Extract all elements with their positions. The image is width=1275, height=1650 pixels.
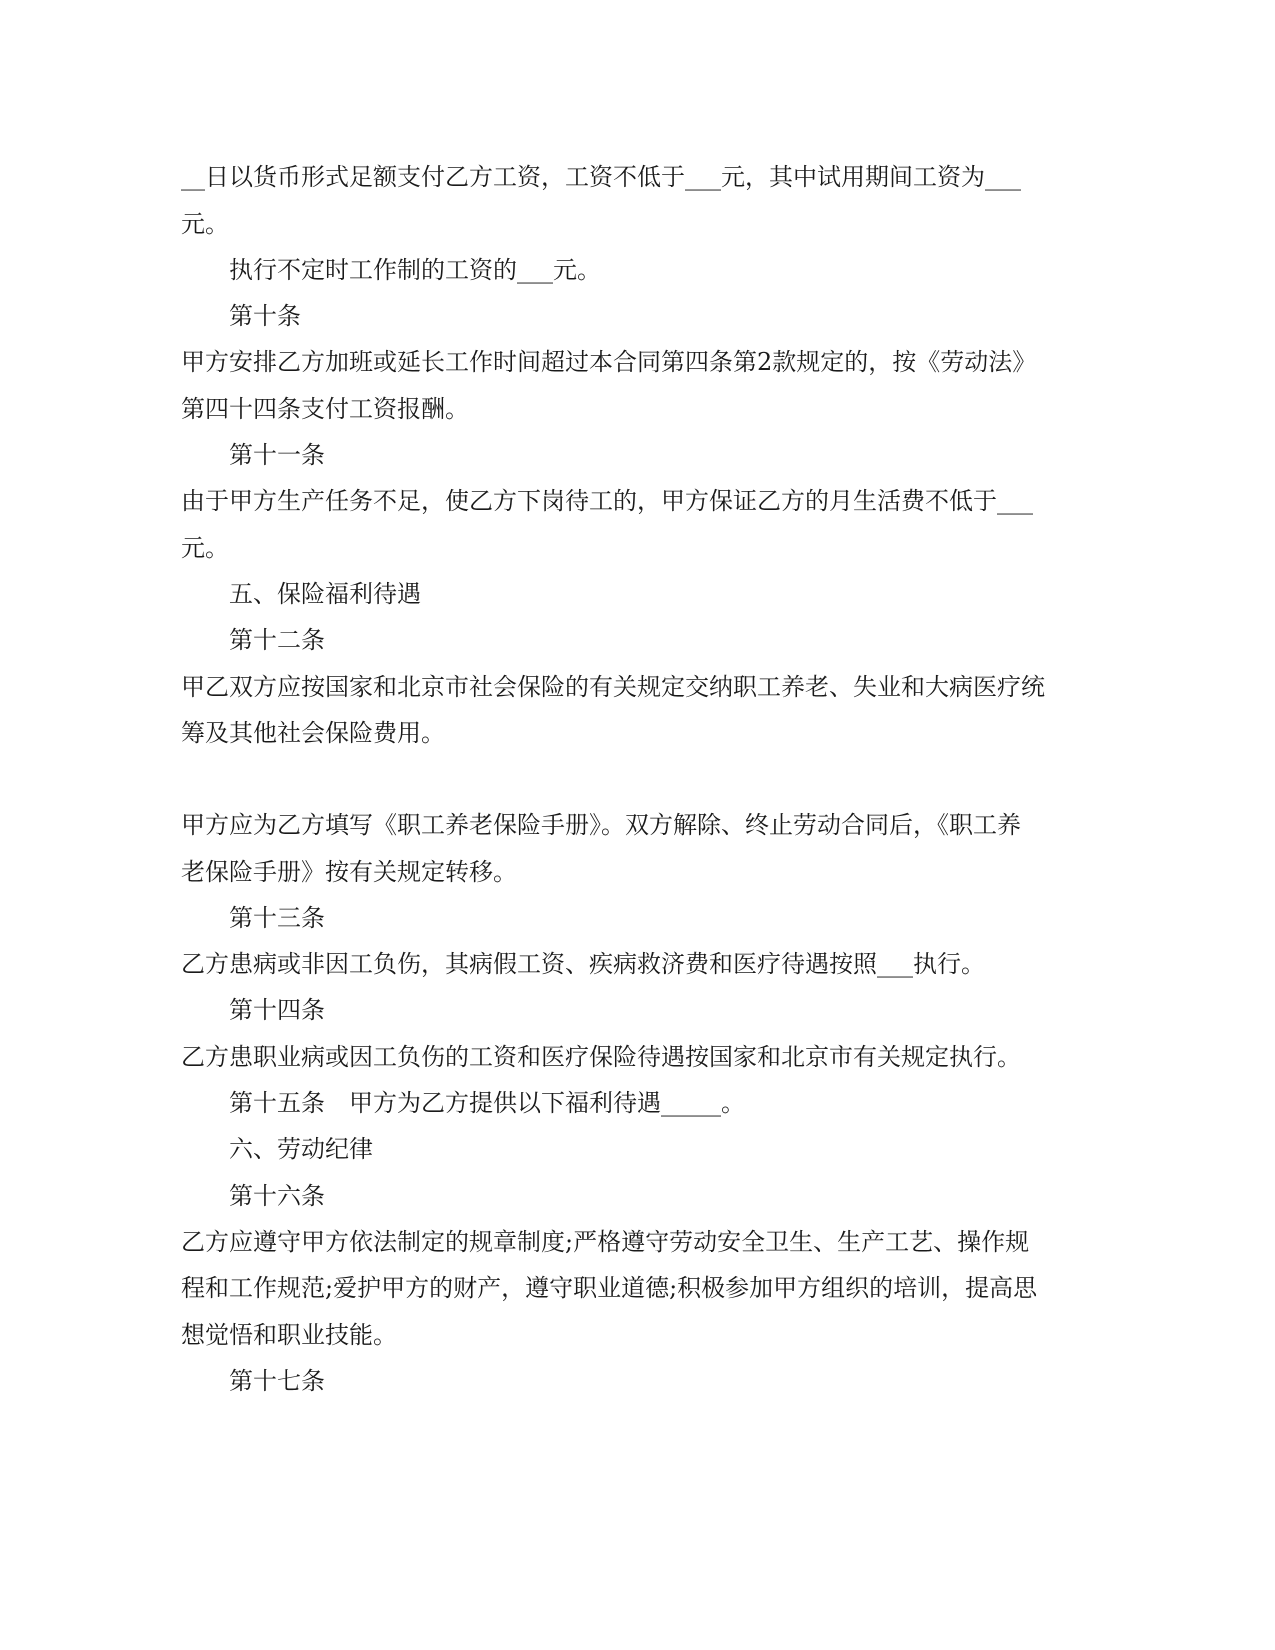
article-heading: 第十三条	[229, 904, 325, 932]
text-line: 老保险手册》按有关规定转移。	[181, 858, 517, 886]
article-heading: 第十一条	[229, 441, 325, 469]
section-heading: 六、劳动纪律	[229, 1135, 373, 1163]
text-line: 元。	[181, 534, 229, 562]
text-line: 元。	[181, 210, 229, 238]
text-line: 执行不定时工作制的工资的___元。	[229, 256, 601, 284]
article-heading: 第十七条	[229, 1367, 325, 1395]
text-line: 甲乙双方应按国家和北京市社会保险的有关规定交纳职工养老、失业和大病医疗统	[181, 673, 1045, 701]
text-line: 乙方患职业病或因工负伤的工资和医疗保险待遇按国家和北京市有关规定执行。	[181, 1043, 1021, 1071]
section-heading: 五、保险福利待遇	[229, 580, 421, 608]
article-heading: 第十条	[229, 302, 301, 330]
text-line: 想觉悟和职业技能。	[181, 1321, 397, 1349]
text-line: 甲方应为乙方填写《职工养老保险手册》。双方解除、终止劳动合同后，《职工养	[181, 811, 1021, 839]
article-heading: 第十六条	[229, 1182, 325, 1210]
text-line: __日以货币形式足额支付乙方工资，工资不低于___元，其中试用期间工资为___	[181, 163, 1021, 191]
text-line: 乙方应遵守甲方依法制定的规章制度;严格遵守劳动安全卫生、生产工艺、操作规	[181, 1228, 1030, 1256]
article-heading: 第十四条	[229, 996, 325, 1024]
text-line: 程和工作规范;爱护甲方的财产，遵守职业道德;积极参加甲方组织的培训，提高思	[181, 1274, 1038, 1302]
text-line: 甲方安排乙方加班或延长工作时间超过本合同第四条第2款规定的，按《劳动法》	[181, 348, 1037, 376]
text-line: 第四十四条支付工资报酬。	[181, 395, 469, 423]
article-heading: 第十五条 甲方为乙方提供以下福利待遇_____。	[229, 1089, 745, 1117]
article-heading: 第十二条	[229, 626, 325, 654]
text-line: 由于甲方生产任务不足，使乙方下岗待工的，甲方保证乙方的月生活费不低于___	[181, 487, 1033, 515]
text-line: 乙方患病或非因工负伤，其病假工资、疾病救济费和医疗待遇按照___执行。	[181, 950, 985, 978]
text-line: 筹及其他社会保险费用。	[181, 719, 445, 747]
